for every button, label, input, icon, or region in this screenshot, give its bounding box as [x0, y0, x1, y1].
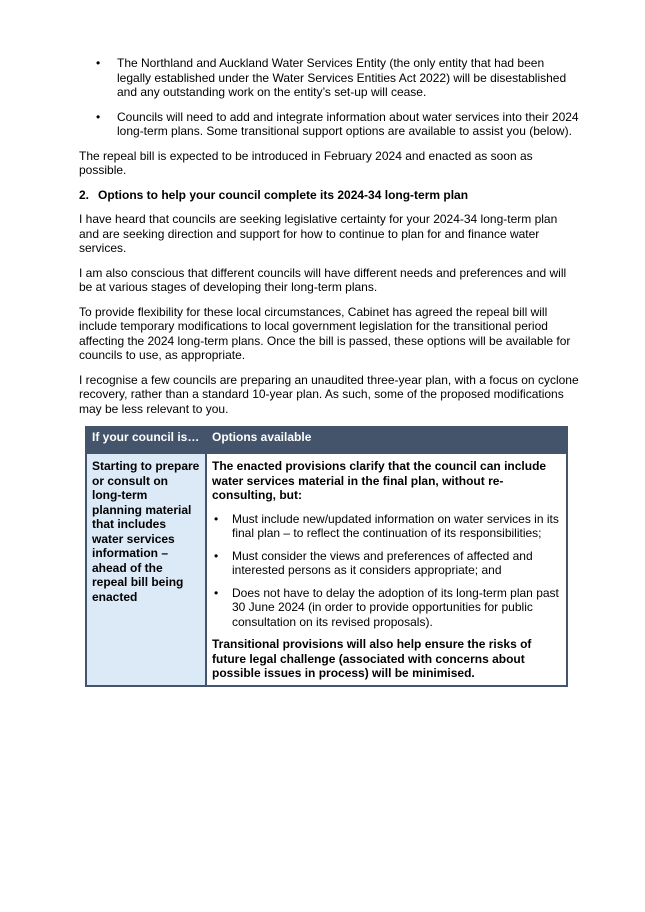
- repeal-paragraph: The repeal bill is expected to be introduced in February 2024 and enacted as soon as possible.: [79, 148, 533, 177]
- options-bullet-text: Does not have to delay the adoption of its long-term plan past 30 June 2024 (in order to provide opportunities for public consultation on its revised proposals).: [232, 585, 559, 629]
- bullet-dot-icon: •: [96, 109, 101, 124]
- bullet-dot-icon: •: [214, 585, 219, 600]
- table-cell-condition: Starting to prepare or consult on long-term planning material that includes water services information – ahead of the repeal bill being enacted: [86, 453, 206, 686]
- table-cell-options: [206, 453, 567, 686]
- bullet-dot-icon: •: [214, 511, 219, 526]
- section-heading: [79, 188, 579, 203]
- options-bullet-item: [212, 549, 561, 578]
- intro-bullet-item: [79, 56, 579, 100]
- table-header-options: Options available: [206, 427, 567, 453]
- intro-bullet-item: [79, 110, 579, 139]
- options-bullet-item: [212, 586, 561, 630]
- table-row: [86, 453, 567, 686]
- page-content: [79, 56, 579, 687]
- section-number: 2.: [79, 187, 90, 202]
- body-paragraph: I am also conscious that different councils will have different needs and preferences and will be at various stages of developing their long-term plans.: [79, 265, 567, 294]
- body-paragraph: To provide flexibility for these local circumstances, Cabinet has agreed the repeal bill will include temporary modifications to local government legislation for the transitional period affecting the 2024 long-term plans. Once the bill is passed, these options will be available for councils to use, as appropriate.: [79, 304, 571, 362]
- section-title: Options to help your council complete its 2024-34 long-term plan: [98, 187, 469, 202]
- table-header-condition: If your council is…: [86, 427, 206, 453]
- options-bullet-item: [212, 512, 561, 541]
- body-paragraph: I recognise a few councils are preparing an unaudited three-year plan, with a focus on cyclone recovery, rather than a standard 10-year plan. As such, some of the proposed modifications may be less relevant to you.: [79, 372, 579, 416]
- bullet-dot-icon: •: [214, 548, 219, 563]
- options-outro: Transitional provisions will also help ensure the risks of future legal challenge (associated with concerns about possible issues in process) will be minimised.: [212, 637, 532, 680]
- options-table: [85, 426, 568, 687]
- body-paragraph: I have heard that councils are seeking legislative certainty for your 2024-34 long-term plan and are seeking direction and support for how to continue to plan for and finance water services.: [79, 212, 558, 255]
- intro-bullet-text: The Northland and Auckland Water Services Entity (the only entity that had been legally established under the Water Services Entities Act 2022) will be disestablished and any outstanding work on the entity’s set-up will cease.: [117, 56, 567, 99]
- intro-bullet-text: Councils will need to add and integrate information about water services into their 2024 long-term plans. Some transitional support options are available to assist you (below).: [117, 109, 579, 138]
- options-bullet-text: Must consider the views and preferences of affected and interested persons as it considers appropriate; and: [232, 548, 533, 577]
- options-bullet-list: [212, 512, 561, 630]
- bullet-dot-icon: •: [96, 56, 101, 70]
- intro-bullet-list: [79, 56, 579, 139]
- options-bullet-text: Must include new/updated information on water services in its final plan – to reflect the continuation of its responsibilities;: [232, 511, 559, 540]
- options-intro: The enacted provisions clarify that the council can include water services material in the final plan, without re-consulting, but:: [212, 459, 547, 502]
- table-header-row: [86, 427, 567, 453]
